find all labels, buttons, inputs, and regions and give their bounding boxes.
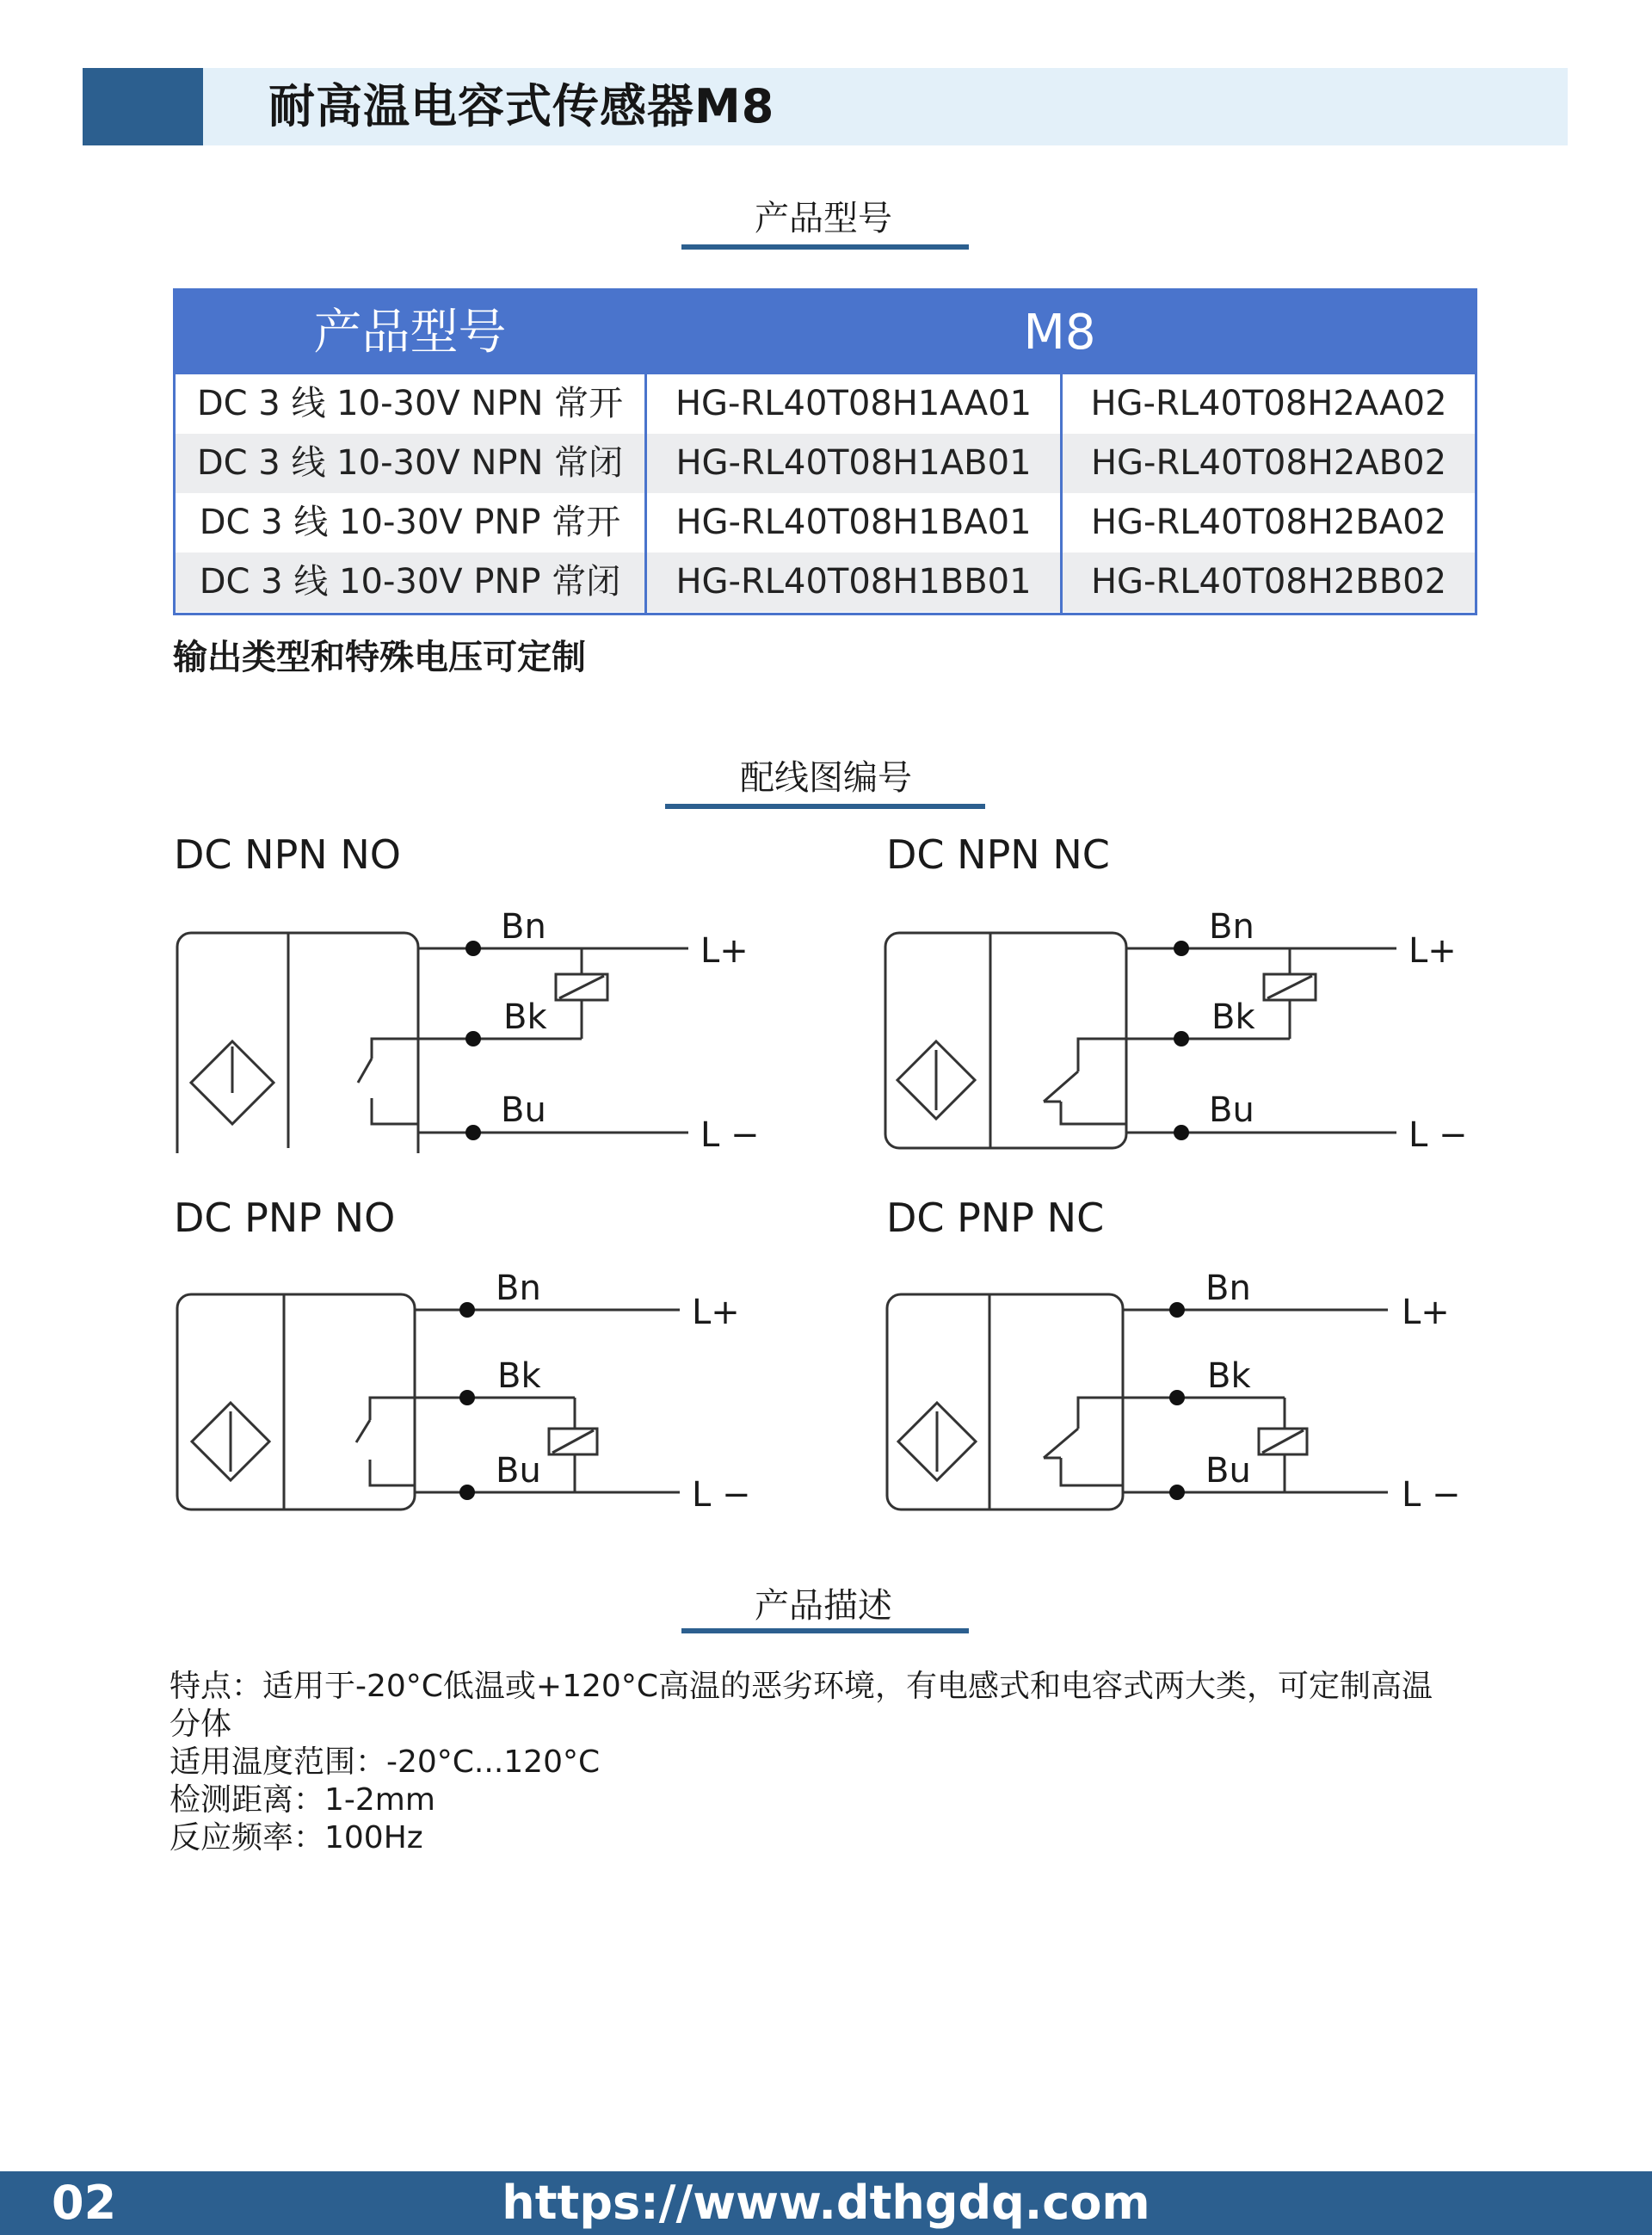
diagram-label-npn-no: DC NPN NO (174, 831, 401, 878)
switch-contact-icon (356, 1420, 370, 1442)
terminal-dot (1169, 1390, 1185, 1405)
terminal-dot (465, 941, 481, 956)
sensor-body (887, 1294, 1123, 1510)
sensor-body (177, 933, 418, 1153)
terminal-label-lminus: L − (1409, 1115, 1468, 1153)
description-temp-range: 适用温度范围：-20°C...120°C (170, 1744, 601, 1780)
terminal-label-lminus: L − (1402, 1475, 1461, 1515)
description-features: 特点：适用于-20°C低温或+120°C高温的恶劣环境，有电感式和电容式两大类，可定制高温 (170, 1669, 1433, 1704)
terminal-label-lplus: L+ (700, 931, 749, 971)
sensor-body (177, 1294, 415, 1510)
switch-wire (1078, 1398, 1177, 1429)
wire-label-bu: Bu (501, 1090, 546, 1130)
wire-label-bn: Bn (501, 907, 546, 947)
table-cell-desc: DC 3 线 10-30V PNP 常闭 (199, 562, 621, 602)
wire-label-bn: Bn (1209, 907, 1254, 947)
terminal-dot (1174, 1031, 1189, 1046)
diagram-label-pnp-no: DC PNP NO (174, 1195, 396, 1241)
wiring-diagram-npn-nc (880, 895, 1500, 1153)
table-column-divider (1060, 374, 1063, 615)
wire-label-bk: Bk (1207, 1356, 1251, 1396)
model-table (173, 288, 1477, 615)
relay-coil-slash (559, 976, 604, 998)
table-cell-model: HG-RL40T08H1BB01 (675, 562, 1032, 602)
section-underline (665, 804, 985, 809)
diagram-label-npn-nc: DC NPN NC (886, 831, 1110, 878)
table-cell-model: HG-RL40T08H1AB01 (675, 443, 1032, 483)
description-features-cont: 分体 (170, 1707, 232, 1742)
terminal-dot (1169, 1485, 1185, 1500)
wiring-diagram-pnp-no (172, 1256, 792, 1515)
table-cell-model: HG-RL40T08H2AB02 (1090, 443, 1447, 483)
wire-label-bk: Bk (497, 1356, 541, 1396)
terminal-label-lplus: L+ (1409, 931, 1457, 971)
table-cell-model: HG-RL40T08H2BB02 (1090, 562, 1447, 602)
terminal-dot (1174, 941, 1189, 956)
terminal-label-lminus: L − (700, 1115, 760, 1153)
table-cell-model: HG-RL40T08H2BA02 (1090, 503, 1447, 542)
terminal-dot (459, 1390, 475, 1405)
table-header (176, 291, 1475, 374)
header-accent-block (83, 68, 203, 145)
relay-coil-slash (1262, 1430, 1304, 1453)
switch-contact-icon (1044, 1071, 1078, 1102)
relay-coil-slash (552, 1430, 594, 1453)
table-header-model: M8 (1023, 305, 1096, 361)
terminal-dot (1174, 1125, 1189, 1140)
section-underline (681, 1628, 969, 1633)
section-title-description: 产品描述 (755, 1586, 892, 1626)
table-row (176, 434, 1475, 493)
description-detect-distance: 检测距离：1-2mm (170, 1782, 435, 1818)
terminal-dot (465, 1125, 481, 1140)
terminal-label-lminus: L − (692, 1475, 751, 1515)
page-number: 02 (52, 2176, 117, 2230)
switch-wire (372, 1098, 418, 1124)
terminal-label-lplus: L+ (1402, 1293, 1450, 1332)
sensor-body (885, 933, 1126, 1148)
table-row (176, 493, 1475, 553)
wiring-diagram-npn-no (172, 895, 792, 1153)
page-title: 耐高温电容式传感器M8 (268, 79, 775, 133)
terminal-dot (465, 1031, 481, 1046)
section-underline (681, 244, 969, 250)
table-cell-desc: DC 3 线 10-30V NPN 常开 (196, 384, 624, 423)
table-cell-desc: DC 3 线 10-30V PNP 常开 (199, 503, 621, 542)
wire-label-bu: Bu (1209, 1090, 1254, 1130)
switch-contact-icon (358, 1059, 372, 1083)
switch-wire (1078, 1039, 1181, 1071)
section-title-model: 产品型号 (755, 199, 892, 238)
diagram-label-pnp-nc: DC PNP NC (886, 1195, 1105, 1241)
terminal-label-lplus: L+ (692, 1293, 740, 1332)
switch-wire (1061, 1458, 1123, 1485)
wire-label-bn: Bn (1205, 1269, 1251, 1308)
table-cell-model: HG-RL40T08H1AA01 (675, 384, 1032, 423)
section-title-wiring: 配线图编号 (740, 758, 912, 798)
terminal-dot (1169, 1302, 1185, 1318)
table-cell-model: HG-RL40T08H1BA01 (675, 503, 1032, 542)
wire-label-bk: Bk (503, 997, 547, 1037)
relay-coil-slash (1267, 976, 1312, 998)
switch-wire (372, 1039, 473, 1059)
wiring-diagram-pnp-nc (880, 1256, 1500, 1515)
table-column-divider (644, 374, 647, 615)
switch-contact-icon (1044, 1429, 1078, 1458)
switch-wire (370, 1460, 415, 1485)
wire-label-bk: Bk (1211, 997, 1255, 1037)
wire-label-bu: Bu (496, 1451, 541, 1491)
website-link[interactable]: https://www.dthgdq.com (502, 2176, 1150, 2230)
table-cell-model: HG-RL40T08H2AA02 (1090, 384, 1447, 423)
description-frequency: 反应频率：100Hz (170, 1820, 423, 1855)
table-row (176, 553, 1475, 612)
table-header-name: 产品型号 (313, 305, 507, 361)
terminal-dot (459, 1302, 475, 1318)
wire-label-bn: Bn (496, 1269, 541, 1308)
terminal-dot (459, 1485, 475, 1500)
customization-note: 输出类型和特殊电压可定制 (173, 638, 586, 677)
switch-wire (370, 1398, 467, 1420)
wire-label-bu: Bu (1205, 1451, 1251, 1491)
switch-wire (1061, 1102, 1126, 1124)
table-cell-desc: DC 3 线 10-30V NPN 常闭 (196, 443, 624, 483)
table-row (176, 374, 1475, 434)
